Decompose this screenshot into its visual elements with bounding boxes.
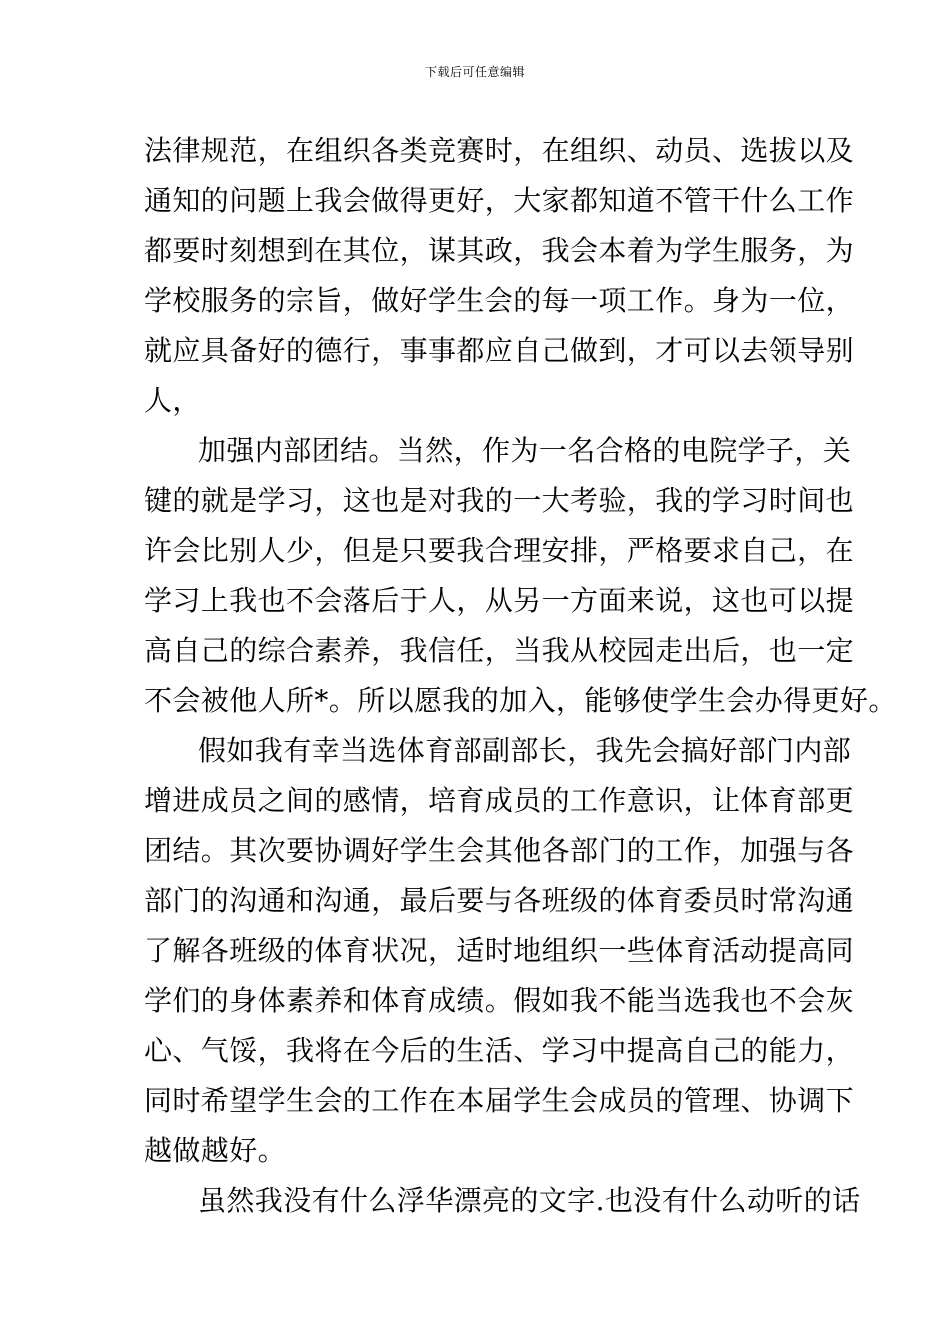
text-line: 了解各班级的体育状况，适时地组织一些体育活动提高同 (144, 934, 855, 967)
text-line: 就应具备好的德行，事事都应自己做到，才可以去领导别 (144, 334, 855, 367)
text-line: 团结。其次要协调好学生会其他各部门的工作，加强与各 (144, 834, 855, 867)
text-line: 键的就是学习，这也是对我的一大考验，我的学习时间也 (144, 484, 855, 517)
text-line: 通知的问题上我会做得更好，大家都知道不管干什么工作 (144, 184, 855, 217)
text-line: 部门的沟通和沟通，最后要与各班级的体育委员时常沟通 (144, 884, 855, 917)
text-line: 心、气馁，我将在今后的生活、学习中提高自己的能力， (144, 1034, 855, 1067)
text-line: 同时希望学生会的工作在本届学生会成员的管理、协调下 (144, 1084, 855, 1117)
text-line: 增进成员之间的感情，培育成员的工作意识，让体育部更 (144, 784, 855, 817)
text-line: 学习上我也不会落后于人，从另一方面来说，这也可以提 (144, 584, 855, 617)
text-line: 都要时刻想到在其位，谋其政，我会本着为学生服务，为 (144, 234, 855, 267)
page-header: 下载后可任意编辑 (424, 65, 525, 79)
text-line: 法律规范，在组织各类竞赛时，在组织、动员、选拔以及 (144, 134, 855, 167)
text-line-indented: 虽然我没有什么浮华漂亮的文字.也没有什么动听的话 (198, 1184, 861, 1217)
text-line: 人， (144, 384, 201, 417)
text-line: 高自己的综合素养，我信任，当我从校园走出后，也一定 (144, 634, 855, 667)
paragraph-2 (144, 426, 897, 726)
text-line: 越做越好。 (144, 1134, 287, 1167)
paragraph-3 (144, 726, 855, 1176)
text-line: 学校服务的宗旨，做好学生会的每一项工作。身为一位， (144, 284, 855, 317)
paragraph-1 (144, 126, 855, 426)
document-body (144, 126, 897, 1226)
paragraph-4 (144, 1176, 861, 1226)
text-line: 学们的身体素养和体育成绩。假如我不能当选我也不会灰 (144, 984, 855, 1017)
text-line-indented: 加强内部团结。当然，作为一名合格的电院学子，关 (198, 434, 852, 467)
text-line: 许会比别人少，但是只要我合理安排，严格要求自己，在 (144, 534, 855, 567)
text-line: 不会被他人所*。所以愿我的加入，能够使学生会办得更好。 (144, 684, 897, 717)
text-line-indented: 假如我有幸当选体育部副部长，我先会搞好部门内部 (198, 734, 852, 767)
